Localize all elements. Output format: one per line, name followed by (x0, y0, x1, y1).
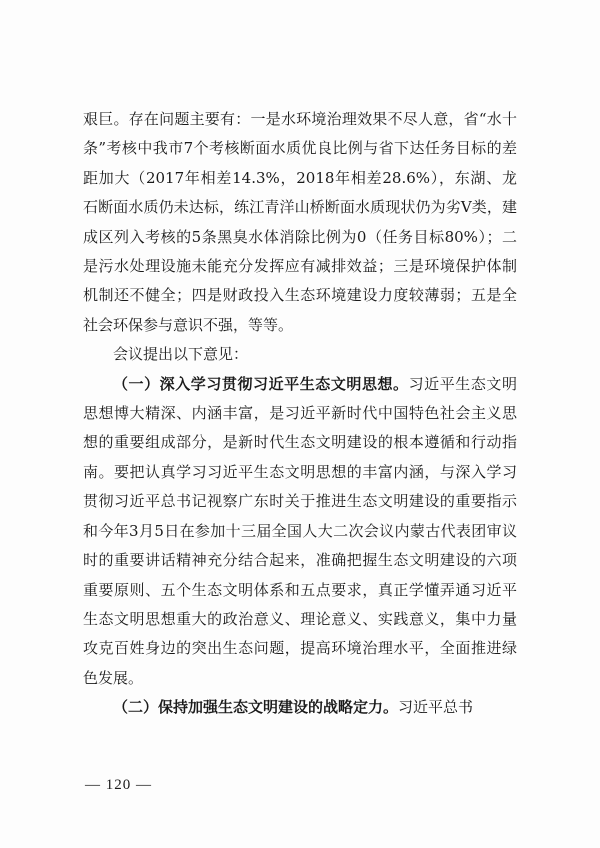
section-1-text: 习近平生态文明思想博大精深、内涵丰富，是习近平新时代中国特色社会主义思想的重要组成部分，是新时代生态文明建设的根本遵循和行动指南。要把认真学习习近平生态文明思想的丰富内涵，与深入学习贯彻习近平总书记视察广东时关于推进生态文明建设的重要指示和今年3月5日在参加十三届全国人大二次会议内蒙古代表团审议时的重要讲话精神充分结合起来，准确把握生态文明建设的六项重要原则、五个生态文明体系和五点要求，真正学懂弄通习近平生态文明思想重大的政治意义、理论意义、实践意义，集中力量攻克百姓身边的突出生态问题，提高环境治理水平，全面推进绿色发展。 (83, 374, 517, 687)
page-number: — 120 — (85, 777, 152, 793)
section-1-paragraph (83, 370, 517, 693)
section-2-paragraph (83, 693, 517, 722)
document-body (83, 105, 517, 723)
section-2-text: 习近平总书 (398, 698, 474, 717)
paragraph-meeting-opinions: 会议提出以下意见： (113, 345, 249, 364)
section-2-heading: （二）保持加强生态文明建设的战略定力。 (113, 698, 399, 717)
section-1-heading: （一）深入学习贯彻习近平生态文明思想。 (113, 374, 409, 393)
paragraph-problems: 艰巨。存在问题主要有：一是水环境治理效果不尽人意，省“水十条”考核中我市7个考核断面水质优良比例与省下达任务目标的差距加大（2017年相差14.3%，2018年相差28.6%），东湖、龙石断面水质仍未达标，练江青洋山桥断面水质现状仍为劣Ⅴ类，建成区列入考核的5条黑臭水体消除比例为0（任务目标80%）；二是污水处理设施未能充分发挥应有减排效益；三是环境保护体制机制还不健全；四是财政投入生态环境建设力度较薄弱；五是全社会环保参与意识不强，等等。 (83, 110, 517, 334)
